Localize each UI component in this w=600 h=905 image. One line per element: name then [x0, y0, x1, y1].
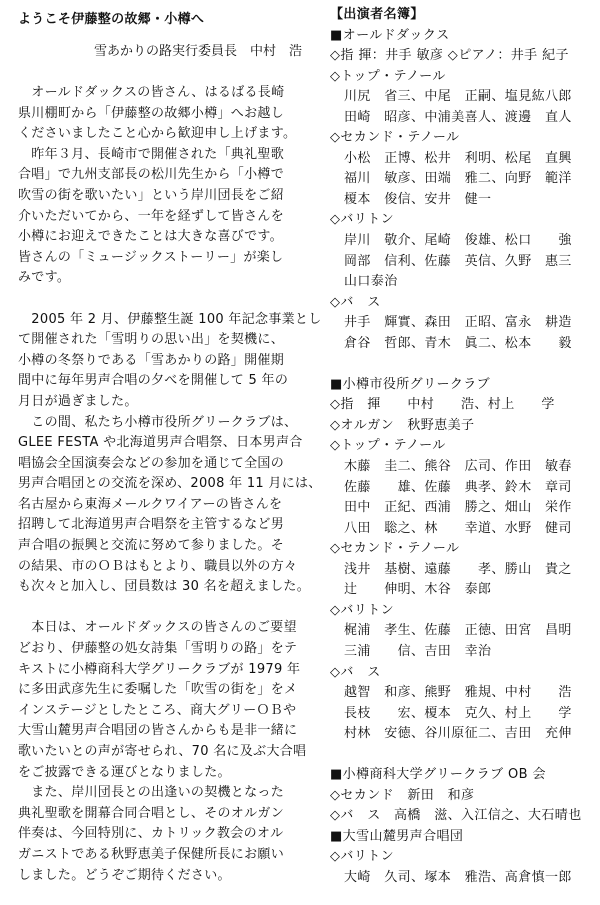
welcome-message: [18, 0, 322, 905]
member-names: 田中 正紀、西浦 勝之、畑山 栄作: [344, 500, 572, 516]
member-names: 八田 聡之、林 幸道、水野 健司: [344, 520, 572, 536]
message-line: 小樽にお迎えできたことは大きな喜びです。: [18, 229, 283, 245]
part-label: ◇セカンド・テノール: [330, 541, 460, 557]
member-names: 山口泰治: [344, 274, 398, 290]
message-line: をご披露できる運びとなりました。: [18, 764, 231, 780]
member-names: 岸川 敬介、尾崎 俊雄、松口 強: [344, 233, 572, 249]
member-names: 梶浦 孝生、佐藤 正徳、田宮 昌明: [344, 623, 572, 639]
group-title: ■小樽商科大学グリークラブ OB 会: [330, 767, 546, 783]
message-body: [18, 83, 322, 886]
member-names: 三浦 信、吉田 幸治: [344, 643, 492, 659]
message-paragraph: [18, 145, 322, 289]
message-line: 県川棚町から「伊藤整の故郷小樽」へお越し: [18, 105, 285, 121]
message-line: 介いただいてから、一年を経ずして皆さんを: [18, 208, 285, 224]
member-names: 大崎 久司、塚本 雅浩、高倉慎一郎: [344, 869, 572, 885]
message-line: GLEE FESTA や北海道男声合唱祭、日本男声合: [18, 435, 303, 451]
member-names: 長枝 宏、榎本 克久、村上 学: [344, 705, 572, 721]
message-line: 大雪山麓男声合唱団の皆さんからも是非一緒に: [18, 723, 298, 739]
message-line: も次々と加入し、団員数は 30 名を超えました。: [18, 579, 311, 595]
group-title: ■小樽市役所グリークラブ: [330, 376, 491, 392]
message-line: 名古屋から東海メールクワイアーの皆さんを: [18, 496, 283, 512]
part-label: ◇指 揮 中村 浩、村上 学: [330, 397, 555, 413]
message-line: この間、私たち小樽市役所グリークラブは、: [18, 414, 298, 430]
part-label: ◇セカンド・テノール: [330, 130, 460, 146]
message-line: 招聘して北海道男声合唱祭を主管するなど男: [18, 517, 285, 533]
member-names: 倉谷 哲郎、青木 眞二、松本 毅: [344, 335, 572, 351]
member-names: 佐藤 雄、佐藤 典孝、鈴木 章司: [344, 479, 572, 495]
roster-group-otaru-city-glee: [330, 375, 596, 745]
member-names: 岡部 信利、佐藤 英信、久野 惠三: [344, 253, 572, 269]
roster-group-old-ducks: [330, 26, 596, 355]
part-label: ◇トップ・テノール: [330, 68, 446, 84]
message-line: 声合唱の振興と交流に努めて参りました。そ: [18, 538, 285, 554]
message-paragraph: [18, 618, 322, 783]
message-line: 小樽の冬祭りである「雪あかりの路」開催期: [18, 352, 285, 368]
message-line: 吹雪の街を歌いたい」という岸川団長をご紹: [18, 187, 285, 203]
message-line: 唱協会全国演奏会などの参加を通じて全国の: [18, 455, 285, 471]
part-label: ◇オルガン 秋野恵美子: [330, 417, 475, 433]
member-names: 川尻 省三、中尾 正嗣、塩見紘八郎: [344, 89, 572, 105]
message-line: に多田武彦先生に委嘱した「吹雪の街を」をメ: [18, 682, 298, 698]
part-label: ◇バ ス: [330, 294, 381, 310]
message-line: また、岸川団長との出逢いの契機となった: [18, 785, 285, 801]
part-label: ◇指 揮：井手 敏彦 ◇ピアノ：井手 紀子: [330, 48, 569, 64]
member-names: 浅井 基樹、遠藤 孝、勝山 貴之: [344, 561, 572, 577]
message-line: 本日は、オールドダックスの皆さんのご要望: [18, 620, 297, 636]
message-line: キストに小樽商科大学グリークラブが 1979 年: [18, 661, 301, 677]
message-line: 月日が過ぎました。: [18, 393, 138, 409]
message-line: 男声合唱団との交流を深め、2008 年 11 月には、: [18, 476, 322, 492]
message-line: くださいましたこと心から歓迎申し上げます。: [18, 126, 297, 142]
message-author: 雪あかりの路実行委員長 中村 浩: [94, 44, 303, 59]
message-line: 昨年３月、長崎市で開催された「典礼聖歌: [18, 146, 285, 162]
part-label: ◇バ ス: [330, 664, 381, 680]
part-label: ◇トップ・テノール: [330, 438, 446, 454]
message-line: て開催された「雪明りの思い出」を契機に、: [18, 332, 285, 348]
group-members: [330, 46, 596, 354]
message-line: 歌いたいとの声が寄せられ、70 名に及ぶ大合唱: [18, 744, 307, 759]
message-title: ようこそ伊藤整の故郷・小樽へ: [18, 12, 205, 27]
message-paragraph: [18, 83, 322, 145]
message-line: オールドダックスの皆さん、はるばる長崎: [18, 85, 285, 100]
member-names: 田崎 昭彦、中浦美喜人、渡邊 直人: [344, 109, 572, 125]
part-label: ◇バリトン: [330, 212, 394, 228]
member-names: 木藤 圭二、熊谷 広司、作田 敏春: [344, 459, 572, 475]
message-line: ガニストである秋野恵美子保健所長にお願い: [18, 846, 285, 862]
roster-heading: 【出演者名簿】: [330, 7, 424, 22]
part-label: ◇バ ス 高橋 滋、入江信之、大石晴也: [330, 808, 582, 824]
message-paragraph: [18, 783, 322, 886]
roster-group-daisetsuzan: [330, 827, 596, 889]
message-line: 典礼聖歌を開幕合同合唱とし、そのオルガン: [18, 805, 285, 821]
message-paragraph: [18, 413, 322, 598]
group-title: ■オールドダックス: [330, 27, 450, 43]
message-line: 伴奏は、今回特別に、カトリック教会のオル: [18, 826, 284, 842]
message-paragraph: [18, 310, 322, 413]
message-line: どおり、伊藤整の処女詩集「雪明りの路」をテ: [18, 641, 298, 657]
group-title: ■大雪山麓男声合唱団: [330, 828, 464, 844]
message-line: 合唱」で九州支部長の松川先生から「小樽で: [18, 167, 285, 183]
member-names: 榎本 俊信、安井 健一: [344, 191, 492, 207]
member-names: 福川 敏彦、田端 雅二、向野 範洋: [344, 171, 572, 187]
part-label: ◇セカンド 新田 和彦: [330, 787, 475, 803]
member-names: 辻 伸明、木谷 泰郎: [344, 582, 492, 598]
member-names: 越智 和彦、熊野 雅規、中村 浩: [344, 685, 572, 701]
performer-roster: [330, 5, 596, 889]
member-names: 小松 正博、松井 利明、松尾 直興: [344, 150, 572, 166]
roster-group-otaru-commerce-ob: [330, 765, 596, 827]
part-label: ◇バリトン: [330, 602, 394, 618]
member-names: 井手 輝實、森田 正昭、富永 耕造: [344, 315, 572, 331]
group-members: [330, 395, 596, 744]
message-line: しました。どうぞご期待ください。: [18, 867, 231, 883]
message-line: の結果、市のＯＢはもとより、職員以外の方々: [18, 558, 298, 574]
part-label: ◇バリトン: [330, 849, 394, 865]
message-line: インステージとしたところ、商大グリーＯＢや: [18, 702, 297, 718]
message-line: みです。: [18, 270, 71, 286]
group-members: [330, 847, 596, 888]
message-line: 皆さんの「ミュージックストーリー」が楽し: [18, 249, 284, 265]
group-members: [330, 786, 596, 827]
message-line: 間中に毎年男声合唱の夕べを開催して 5 年の: [18, 373, 289, 389]
message-line: 2005 年 2 月、伊藤整生誕 100 年記念事業とし: [18, 311, 322, 327]
member-names: 村林 安徳、谷川原征二、吉田 充伸: [344, 726, 572, 742]
